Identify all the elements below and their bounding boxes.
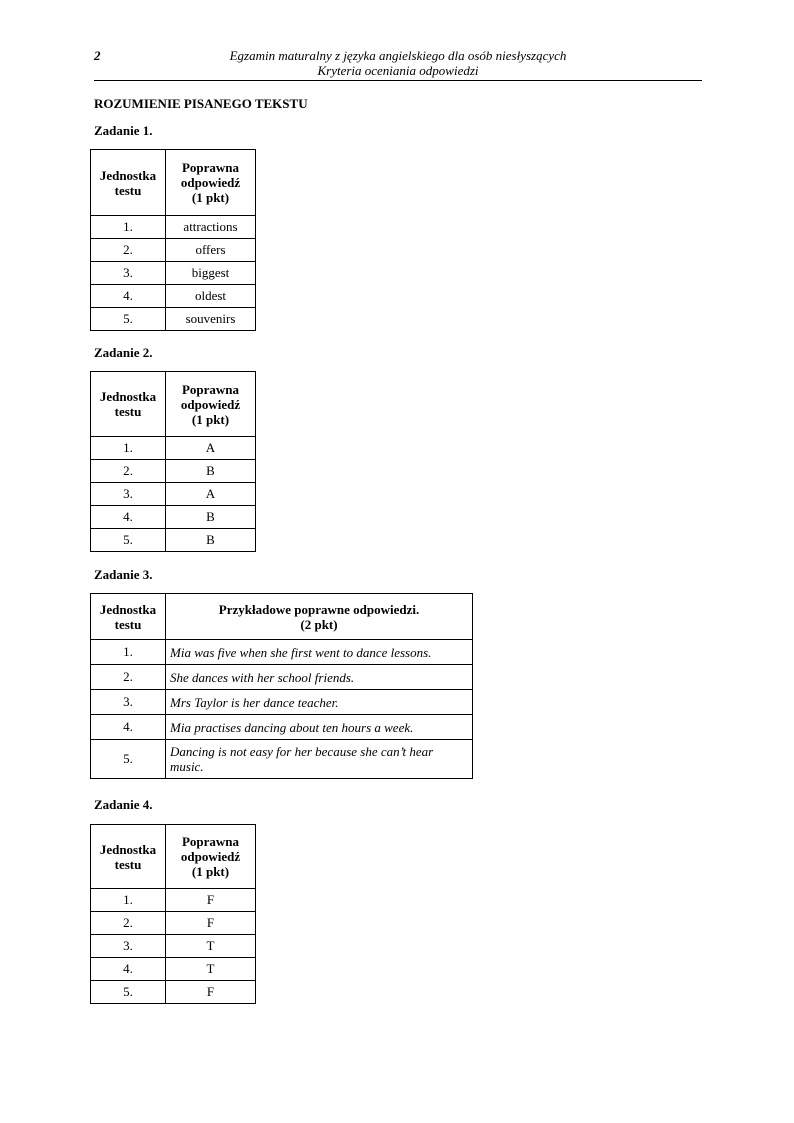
- task-1-title: Zadanie 1.: [94, 123, 153, 138]
- page-number: 2: [94, 48, 101, 63]
- header-answer: Poprawna odpowiedź (1 pkt): [166, 150, 256, 216]
- header-unit: Jednostka testu: [91, 150, 166, 216]
- table-row: 5. souvenirs: [91, 308, 256, 331]
- table-row: 4. oldest: [91, 285, 256, 308]
- header-answer: Poprawna odpowiedź (1 pkt): [166, 825, 256, 889]
- task-1-table: [90, 149, 256, 331]
- task-3-title: Zadanie 3.: [94, 567, 153, 582]
- table-row: 2. B: [91, 460, 256, 483]
- page-header: [94, 46, 702, 81]
- table-row: 3. biggest: [91, 262, 256, 285]
- table-row: 4. T: [91, 958, 256, 981]
- table-row: 4. B: [91, 506, 256, 529]
- task-3-table: [90, 593, 473, 779]
- task-2-table: [90, 371, 256, 552]
- table-row: 3. Mrs Taylor is her dance teacher.: [91, 690, 473, 715]
- header-unit: Jednostka testu: [91, 372, 166, 437]
- header-unit: Jednostka testu: [91, 825, 166, 889]
- header-answer: Poprawna odpowiedź (1 pkt): [166, 372, 256, 437]
- header-subtitle: Kryteria oceniania odpowiedzi: [317, 63, 479, 78]
- table-row: 5. Dancing is not easy for her because she can’t hear music.: [91, 740, 473, 779]
- table-row: 1. Mia was five when she first went to dance lessons.: [91, 640, 473, 665]
- table-row: 2. She dances with her school friends.: [91, 665, 473, 690]
- table-row: 2. F: [91, 912, 256, 935]
- task-4-title: Zadanie 4.: [94, 797, 153, 812]
- table-row: 5. F: [91, 981, 256, 1004]
- task-4-table: [90, 824, 256, 1004]
- table-row: 2. offers: [91, 239, 256, 262]
- table-row: 1. F: [91, 889, 256, 912]
- table-row: 5. B: [91, 529, 256, 552]
- table-row: 3. T: [91, 935, 256, 958]
- header-exam-title: Egzamin maturalny z języka angielskiego dla osób niesłyszących: [229, 48, 567, 63]
- table-row: 1. A: [91, 437, 256, 460]
- table-row: 4. Mia practises dancing about ten hours a week.: [91, 715, 473, 740]
- header-sample-answers: Przykładowe poprawne odpowiedzi. (2 pkt): [166, 594, 473, 640]
- table-row: 1. attractions: [91, 216, 256, 239]
- section-title: ROZUMIENIE PISANEGO TEKSTU: [94, 96, 308, 111]
- table-row: 3. A: [91, 483, 256, 506]
- header-unit: Jednostka testu: [91, 594, 166, 640]
- task-2-title: Zadanie 2.: [94, 345, 153, 360]
